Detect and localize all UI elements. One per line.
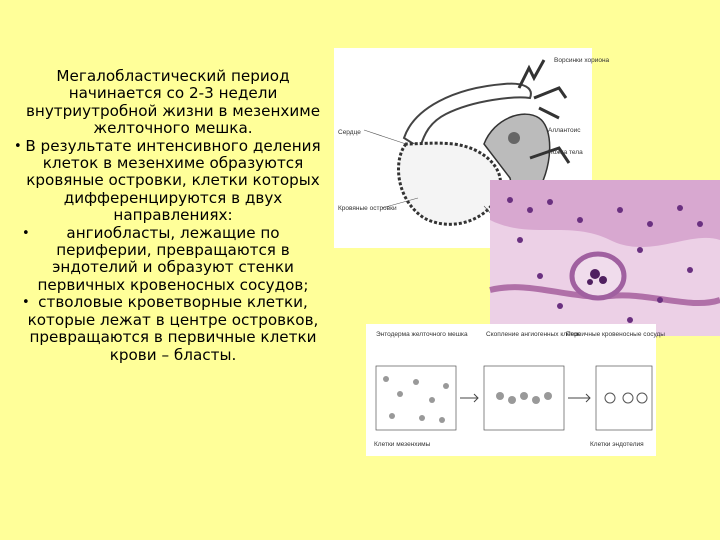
bullet-1-text: В результате интенсивного деления клеток в мезенхиме образуются кровяные островки, клетки которых дифференцируются в двух направлениях:	[25, 136, 321, 225]
bullet-2-text: ангиобласты, лежащие по периферии, превращаются в эндотелий и образуют стенки первичных кровеносных сосудов;	[37, 223, 309, 294]
main-text	[14, 67, 328, 364]
bullet-2	[18, 225, 328, 295]
histology-image	[490, 180, 720, 336]
label-allantois: Аллантоис	[548, 127, 581, 134]
label-stalk: Ножка тела	[548, 149, 583, 156]
bullet-3-text: стволовые кроветворные клетки, которые лежат в центре островков, превращаются в первичные клетки крови – бласты.	[27, 293, 319, 364]
label-endoderm: Энтодерма желточного мешка	[376, 331, 468, 338]
label-mesenchyme: Клетки мезенхимы	[374, 441, 431, 448]
bullet-1	[14, 136, 328, 225]
label-heart: Сердце	[338, 129, 361, 136]
label-primary-vessels: Первичные кровеносные сосуды	[566, 331, 665, 338]
label-cluster: Скопление ангиогенных клеток	[486, 331, 580, 338]
label-endothelium: Клетки эндотелия	[590, 441, 644, 448]
label-islands: Кровяные островки	[338, 205, 397, 212]
bullet-symbol: •	[22, 225, 30, 241]
vessel-formation-diagram	[366, 324, 665, 456]
label-chorion: Ворсинки хориона	[554, 57, 610, 64]
bullet-symbol: •	[14, 138, 22, 154]
intro-paragraph: Мегалобластический период начинается со 2-3 недели внутриутробной жизни в мезенхиме желточного мешка.	[25, 67, 321, 138]
bullet-3	[18, 294, 328, 364]
bullet-symbol: •	[22, 295, 30, 311]
